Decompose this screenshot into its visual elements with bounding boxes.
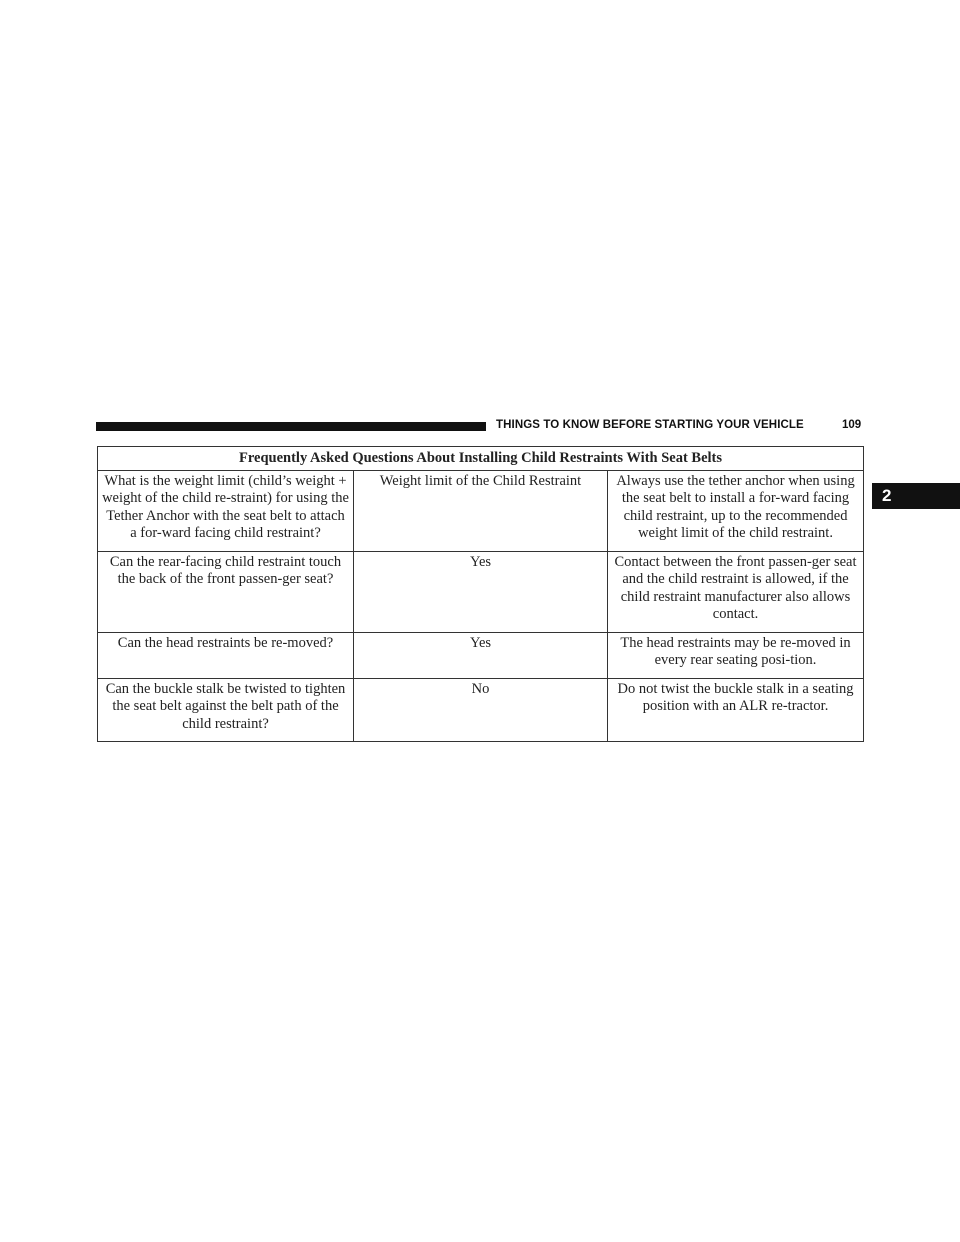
faq-table-title-row [98,447,864,471]
question-cell: Can the buckle stalk be twisted to tighten the seat belt against the belt path of the child restraint? [98,678,354,742]
table-row [98,632,864,678]
table-row [98,678,864,742]
note-cell: Contact between the front passen-ger seat and the child restraint is allowed, if the child restraint manufacturer also allows contact. [608,551,864,632]
note-cell: The head restraints may be re-moved in every rear seating posi-tion. [608,632,864,678]
note-cell: Do not twist the buckle stalk in a seating position with an ALR re-tractor. [608,678,864,742]
faq-table [97,446,864,742]
table-row [98,470,864,551]
page-number: 109 [842,419,862,431]
faq-table-title: Frequently Asked Questions About Installing Child Restraints With Seat Belts [98,447,864,471]
running-header-title: THINGS TO KNOW BEFORE STARTING YOUR VEHICLE [496,419,804,431]
answer-cell: No [354,678,608,742]
question-cell: Can the head restraints be re-moved? [98,632,354,678]
note-cell: Always use the tether anchor when using the seat belt to install a for-ward facing child restraint, up to the recommended weight limit of the child restraint. [608,470,864,551]
answer-cell: Yes [354,551,608,632]
answer-cell: Weight limit of the Child Restraint [354,470,608,551]
header-rule [96,422,486,431]
answer-cell: Yes [354,632,608,678]
chapter-tab: 2 [872,483,960,509]
question-cell: What is the weight limit (child’s weight + weight of the child re-straint) for using the Tether Anchor with the seat belt to attach a for-ward facing child restraint? [98,470,354,551]
table-row [98,551,864,632]
question-cell: Can the rear-facing child restraint touch the back of the front passen-ger seat? [98,551,354,632]
